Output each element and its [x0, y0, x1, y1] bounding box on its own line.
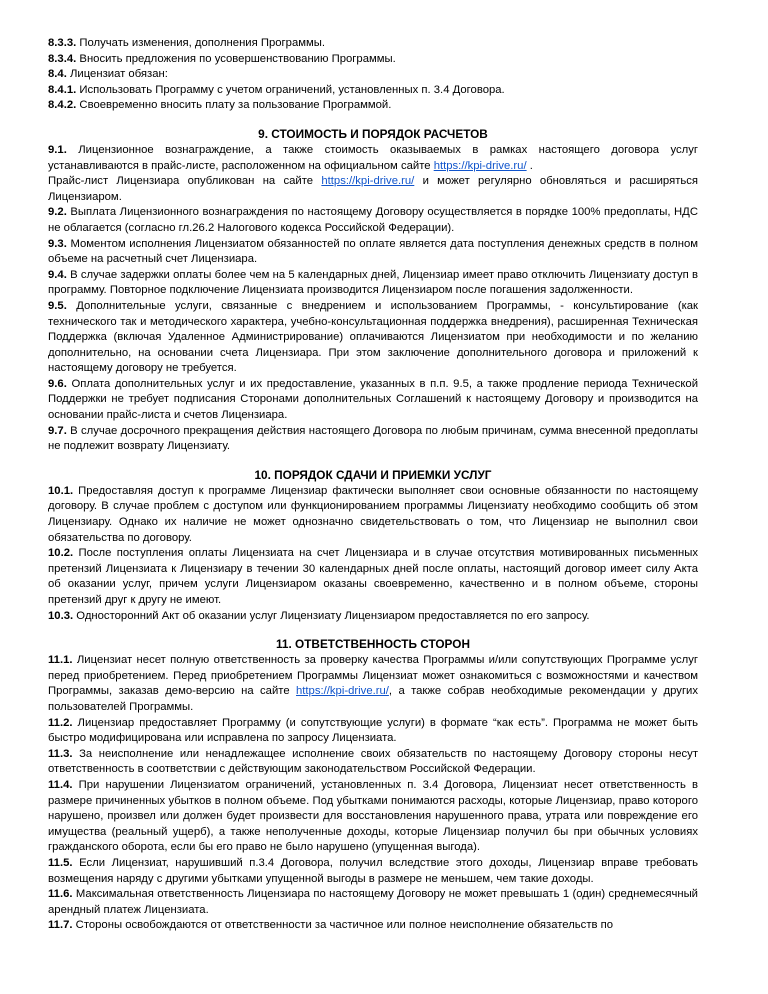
- clause-number: 10.3.: [48, 609, 74, 622]
- clause-number: 9.5.: [48, 299, 67, 312]
- section-9-title: 9. СТОИМОСТЬ И ПОРЯДОК РАСЧЕТОВ: [258, 126, 488, 141]
- document-page: [48, 36, 698, 934]
- clause-8-4: [48, 67, 698, 83]
- clause-9-4: [48, 268, 698, 299]
- clause-number: 11.3.: [48, 747, 73, 760]
- clause-11-3: [48, 747, 698, 778]
- clause-number: 11.2.: [48, 716, 73, 729]
- clause-9-3: [48, 237, 698, 268]
- clause-8-3-4: [48, 52, 698, 68]
- website-link[interactable]: https://kpi-drive.ru/: [321, 175, 415, 188]
- clause-number: 9.7.: [48, 424, 67, 437]
- clause-11-7: [48, 918, 698, 934]
- clause-number: 8.4.: [48, 68, 67, 81]
- clause-8-4-2: [48, 98, 698, 114]
- clause-text: Лицензиат несет полную ответственность за проверку качества Программы и/или сопутствующих Программе услуг перед приобретением. Перед приобретением Программы Лицензиат может ознакомиться с возможностями и качеством Программы, заказав демо-версию на сайте: [48, 654, 698, 698]
- clause-text: Максимальная ответственность Лицензиара по настоящему Договору не может превышать 1 (один) среднемесячный арендный платеж Лицензиата.: [48, 888, 698, 916]
- clause-text: Дополнительные услуги, связанные с внедрением и использованием Программы, - консультирование (как технического так и методического характера, учебно-консультационная поддержка внедрения), расширенная Техническая Поддержка (включая Удаленное Администрирование) оплачиваются Лицензиатом при необходимости и по желанию дополнительно, на основании счета Лицензиара. При этом заключение дополнительного договора и приложений к настоящему договору не требуется.: [48, 299, 698, 375]
- clause-text-tail: , а также собрав необходимые рекомендации у других пользователей Программы.: [48, 685, 699, 713]
- clause-text: Своевременно вносить плату за пользование Программой.: [79, 99, 392, 112]
- clause-text: Односторонний Акт об оказании услуг Лицензиату Лицензиаром предоставляется по его запросу.: [76, 609, 590, 622]
- clause-text: Оплата дополнительных услуг и их предоставление, указанных в п.п. 9.5, а также продление периода Технической Поддержки не требует подписания Сторонами дополнительных Соглашений к настоящему Договору и производится на основании прайс-листа и счетов Лицензиара.: [48, 377, 699, 422]
- clause-text: Предоставляя доступ к программе Лицензиар фактически выполняет свои основные обязанности по настоящему договору. В случае проблем с доступом или функционированием программы Лицензиату необходимо сообщить об этом Лицензиару. Однако их наличие не может однозначно свидетельствовать о том, что Лицензиар не выполнил свои обязательства по договору.: [48, 484, 698, 544]
- clause-9-6: [48, 377, 698, 424]
- clause-text: Использовать Программу с учетом ограничений, установленных п. 3.4 Договора.: [79, 83, 505, 96]
- clause-9-1-price-list: [48, 174, 698, 205]
- clause-number: 9.4.: [48, 268, 67, 281]
- clause-text: Лицензиат обязан:: [69, 68, 168, 81]
- section-10-title: 10. ПОРЯДОК СДАЧИ И ПРИЕМКИ УСЛУГ: [254, 467, 492, 482]
- clause-text: В случае досрочного прекращения действия настоящего Договора по любым причинам, сумма внесенной предоплаты не подлежит возврату Лицензиату.: [48, 424, 699, 453]
- clause-text: При нарушении Лицензиатом ограничений, установленных п. 3.4 Договора, Лицензиат несет ответственность в размере причиненных убытков в полном объеме. Под убытками понимаются расходы, которые Лицензиар, право которого нарушено, произвел или должен будет произвести для восстановления нарушенного права, утрата или повреждение его имущества (реальный ущерб), а также неполученные доходы, которые Лицензиар получил бы при обычных условиях гражданского оборота, если бы его право не было нарушено (упущенная выгода).: [48, 778, 698, 854]
- clause-text: Если Лицензиат, нарушивший п.3.4 Договора, получил вследствие этого доходы, Лицензиар вправе требовать возмещения наряду с другими убытками упущенной выгоды в размере не меньшем, чем такие доходы.: [48, 856, 698, 885]
- clause-number: 11.4.: [48, 778, 73, 791]
- clause-9-5: [48, 299, 698, 377]
- clause-text: За неисполнение или ненадлежащее исполнение своих обязательств по настоящему Договору стороны несут ответственность в соответствии с действующим законодательством Российской Федерации.: [48, 747, 699, 776]
- clause-10-2: [48, 546, 698, 608]
- clause-10-1: [48, 484, 698, 546]
- clause-text-tail: и может регулярно обновляться и расширяться Лицензиаром.: [48, 175, 699, 203]
- clause-number: 10.1.: [48, 484, 74, 497]
- clause-number: 8.3.4.: [48, 52, 77, 65]
- clause-text: Вносить предложения по усовершенствованию Программы.: [79, 52, 396, 65]
- clause-text: Выплата Лицензионного вознаграждения по настоящему Договору осуществляется в порядке 100% предоплаты, НДС не облагается (согласно гл.26.2 Налогового кодекса Российской Федерации).: [48, 206, 698, 234]
- clause-text-tail: .: [529, 159, 533, 172]
- clause-9-7: [48, 424, 698, 455]
- clause-number: 9.1.: [48, 143, 67, 156]
- clause-text: Прайс-лист Лицензиара опубликован на сайте: [48, 175, 314, 188]
- clause-text: Моментом исполнения Лицензиатом обязанностей по оплате является дата поступления денежных средств в полном объеме на расчетный счет Лицензиара.: [48, 237, 698, 266]
- clause-11-5: [48, 856, 698, 887]
- clause-11-6: [48, 887, 698, 918]
- section-11-title: 11. ОТВЕТСТВЕННОСТЬ СТОРОН: [276, 637, 470, 652]
- clause-8-4-1: [48, 83, 698, 99]
- clause-9-2: [48, 205, 698, 236]
- clause-number: 8.3.3.: [48, 37, 77, 49]
- clause-number: 8.4.1.: [48, 83, 77, 96]
- clause-number: 9.2.: [48, 206, 67, 219]
- clause-text: Лицензионное вознаграждение, а также стоимость оказываемых в рамках настоящего договора услуг устанавливаются в прайс-листе, расположенном на официальном сайте: [48, 143, 698, 172]
- clause-number: 11.7.: [48, 919, 73, 932]
- clause-number: 11.1.: [48, 654, 73, 667]
- website-link[interactable]: https://kpi-drive.ru/: [296, 685, 389, 698]
- clause-number: 9.6.: [48, 377, 67, 390]
- clause-text: Лицензиар предоставляет Программу (и сопутствующие услуги) в формате “как есть”. Программа не может быть быстро модифицирована или исправлена по запросу Лицензиата.: [48, 716, 699, 745]
- clause-text: После поступления оплаты Лицензиата на счет Лицензиара и в случае отсутствия мотивированных письменных претензий Лицензиата к Лицензиару в течении 30 календарных дней после оплаты, настоящий договор имеет силу Акта об оказании услуг, причем услуги Лицензиаром оказаны своевременно, качественно и в полном объеме, стороны претензий друг к другу не имеют.: [48, 547, 698, 606]
- clause-number: 8.4.2.: [48, 99, 77, 112]
- clause-number: 11.5.: [48, 856, 73, 869]
- clause-number: 11.6.: [48, 888, 73, 901]
- clause-11-1: [48, 653, 698, 715]
- clause-text: Стороны освобождаются от ответственности за частичное или полное неисполнение обязательств по: [75, 919, 614, 932]
- clause-number: 9.3.: [48, 237, 67, 250]
- website-link[interactable]: https://kpi-drive.ru/: [433, 159, 527, 172]
- clause-11-4: [48, 778, 698, 856]
- clause-text: В случае задержки оплаты более чем на 5 календарных дней, Лицензиар имеет право отключить Лицензиату доступ в программу. Повторное подключение Лицензиата производится Лицензиаром после погашения задолженности.: [48, 268, 698, 297]
- clause-11-2: [48, 716, 698, 747]
- clause-text: Получать изменения, дополнения Программы.: [79, 37, 326, 49]
- clause-10-3: [48, 609, 698, 625]
- clause-9-1: [48, 143, 698, 174]
- clause-number: 10.2.: [48, 547, 74, 560]
- clause-8-3-3: [48, 36, 698, 52]
